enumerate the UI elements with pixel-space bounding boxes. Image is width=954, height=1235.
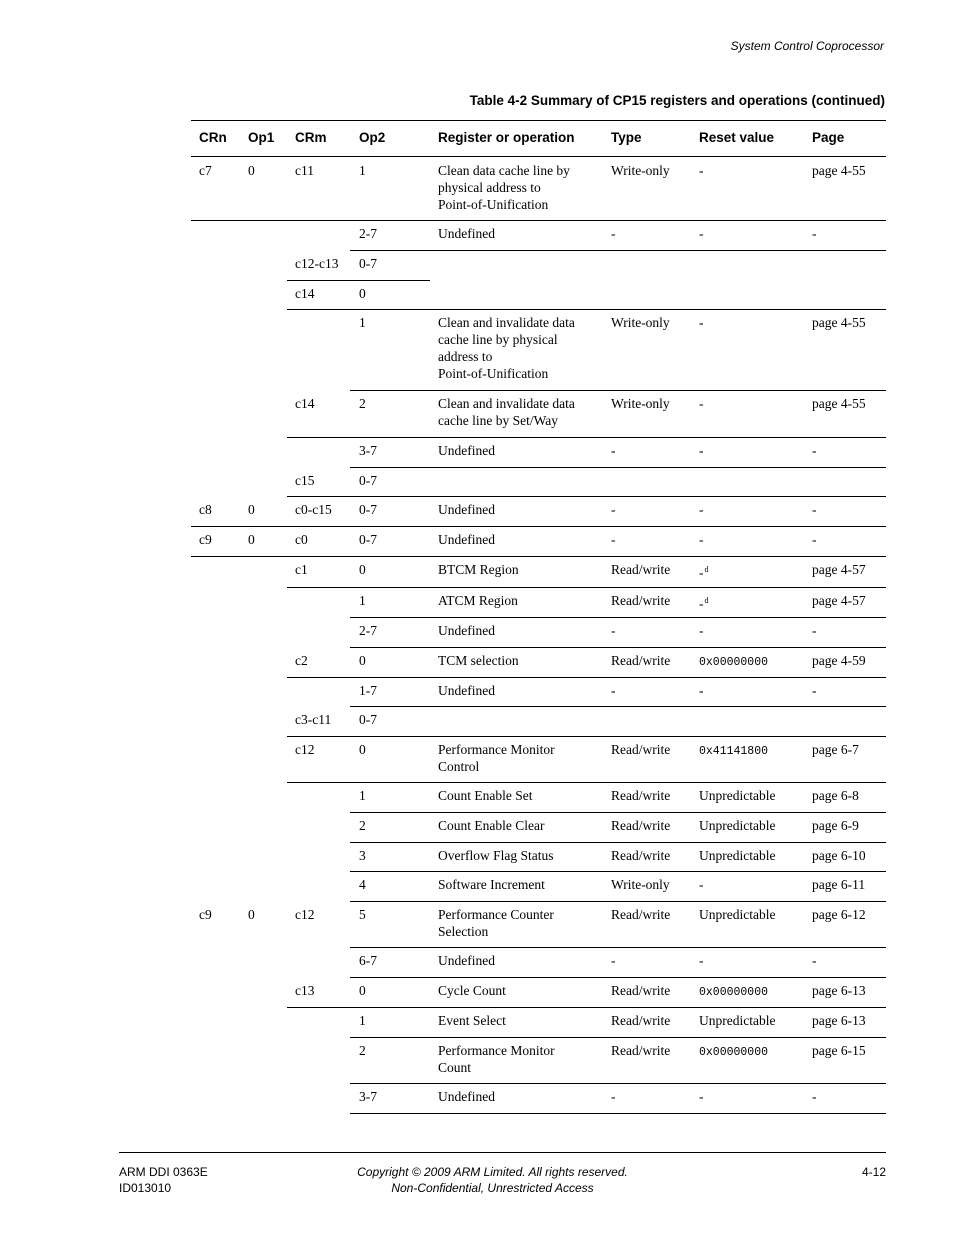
cell-register — [438, 592, 518, 609]
cell-crm: c3-c11 — [295, 712, 332, 727]
cell-reset — [699, 652, 768, 671]
cell-page: page 4-55 — [812, 396, 866, 411]
register-line: Software Increment — [438, 877, 545, 892]
copyright-notice: Copyright © 2009 ARM Limited. All rights reserved. — [357, 1165, 628, 1179]
register-line: BTCM Region — [438, 562, 519, 577]
column-header: Register or operation — [438, 130, 575, 145]
register-line: Undefined — [438, 953, 495, 968]
row-rule — [350, 901, 886, 902]
register-line: ATCM Region — [438, 593, 518, 608]
cell-type: - — [611, 443, 616, 458]
cell-reset — [699, 741, 768, 760]
cell-reset — [699, 876, 704, 893]
cell-type: Read/write — [611, 653, 671, 668]
cell-op2: 4 — [359, 877, 366, 892]
cell-reset — [699, 531, 704, 548]
column-header: Op2 — [359, 130, 386, 145]
row-rule — [350, 1037, 886, 1038]
cell-type: - — [611, 1089, 616, 1104]
cell-reset — [699, 442, 704, 459]
cell-page: - — [812, 502, 817, 517]
reset-value: - — [699, 163, 704, 178]
column-header: Op1 — [248, 130, 275, 145]
register-line: Clean data cache line by — [438, 163, 570, 178]
cell-page: page 4-55 — [812, 315, 866, 330]
cell-page: - — [812, 532, 817, 547]
row-rule — [350, 947, 886, 948]
cell-register — [438, 1088, 495, 1105]
cell-register — [438, 741, 555, 775]
cell-op2: 0 — [359, 562, 366, 577]
register-line: Undefined — [438, 502, 495, 517]
row-rule — [350, 1113, 886, 1114]
column-header: Page — [812, 130, 845, 145]
cell-op2: 2-7 — [359, 623, 377, 638]
cell-crm: c12-c13 — [295, 256, 339, 271]
cell-page: page 6-10 — [812, 848, 866, 863]
register-line: Undefined — [438, 226, 495, 241]
cell-register — [438, 952, 495, 969]
cell-type: Read/write — [611, 593, 671, 608]
cell-op1: 0 — [248, 502, 255, 517]
reset-value: - — [699, 623, 704, 638]
cell-register — [438, 652, 519, 669]
cell-op2: 2 — [359, 818, 366, 833]
cell-register — [438, 225, 495, 242]
cell-reset — [699, 1042, 768, 1061]
cell-op2: 0-7 — [359, 502, 377, 517]
register-line: Clean and invalidate data — [438, 396, 575, 411]
row-rule — [350, 977, 886, 978]
reset-value: - — [699, 953, 704, 968]
cell-op1: 0 — [248, 532, 255, 547]
cell-register — [438, 1042, 555, 1076]
cell-page: - — [812, 953, 817, 968]
cell-op1: 0 — [248, 907, 255, 922]
row-rule — [191, 526, 886, 527]
row-rule — [350, 467, 886, 468]
reset-value: - — [699, 565, 704, 580]
reset-value: Unpredictable — [699, 848, 776, 863]
cell-crm: c0 — [295, 532, 308, 547]
reset-value: - — [699, 532, 704, 547]
reset-value: Unpredictable — [699, 907, 776, 922]
cell-register — [438, 162, 570, 213]
register-line: Undefined — [438, 532, 495, 547]
register-line: TCM selection — [438, 653, 519, 668]
reset-value: - — [699, 502, 704, 517]
page-number: 4-12 — [861, 1165, 886, 1179]
cell-type: Read/write — [611, 983, 671, 998]
cell-reset — [699, 622, 704, 639]
cell-op2: 5 — [359, 907, 366, 922]
cell-register — [438, 395, 575, 429]
cell-register — [438, 847, 554, 864]
register-line: Performance Monitor — [438, 1043, 555, 1058]
column-header: CRn — [199, 130, 227, 145]
table-header-rule — [191, 156, 886, 157]
cell-crm: c2 — [295, 653, 308, 668]
cell-crm: c11 — [295, 163, 314, 178]
cell-reset — [699, 817, 775, 834]
cell-op2: 2-7 — [359, 226, 377, 241]
cell-op2: 3 — [359, 848, 366, 863]
cell-reset — [699, 982, 768, 1001]
row-rule — [350, 871, 886, 872]
cell-reset — [699, 682, 704, 699]
register-line: Cycle Count — [438, 983, 506, 998]
row-rule — [287, 677, 886, 678]
cell-type: - — [611, 623, 616, 638]
reset-value: Unpredictable — [699, 818, 776, 833]
cell-crn: c8 — [199, 502, 212, 517]
register-line: Selection — [438, 924, 489, 939]
cell-register — [438, 314, 575, 382]
reset-value: - — [699, 683, 704, 698]
reset-value: - — [699, 315, 704, 330]
cell-register — [438, 561, 519, 578]
cell-op2: 3-7 — [359, 443, 377, 458]
cell-type: - — [611, 683, 616, 698]
cell-type: - — [611, 953, 616, 968]
footnote-marker: d — [704, 596, 709, 605]
cell-crn: c9 — [199, 907, 212, 922]
cell-page: page 4-57 — [812, 562, 866, 577]
register-line: cache line by Set/Way — [438, 413, 558, 428]
row-rule — [191, 220, 886, 221]
cell-register — [438, 817, 544, 834]
cell-type: Write-only — [611, 877, 670, 892]
reset-value: - — [699, 596, 704, 611]
cell-type: - — [611, 226, 616, 241]
cell-op1: 0 — [248, 163, 255, 178]
row-rule — [287, 437, 886, 438]
cell-page: page 6-7 — [812, 742, 859, 757]
row-rule — [287, 736, 886, 737]
row-rule — [350, 250, 886, 251]
cell-register — [438, 622, 495, 639]
cell-crm: c14 — [295, 396, 315, 411]
cell-register — [438, 876, 545, 893]
row-rule — [350, 706, 886, 707]
cell-reset — [699, 592, 709, 612]
register-line: Undefined — [438, 623, 495, 638]
cell-type: Read/write — [611, 818, 671, 833]
cell-op2: 6-7 — [359, 953, 377, 968]
column-header: CRm — [295, 130, 327, 145]
cell-op2: 1 — [359, 1013, 366, 1028]
cell-type: Write-only — [611, 315, 670, 330]
cell-op2: 1-7 — [359, 683, 377, 698]
cell-type: Read/write — [611, 1013, 671, 1028]
cell-op2: 3-7 — [359, 1089, 377, 1104]
row-rule — [350, 1083, 886, 1084]
cell-page: - — [812, 1089, 817, 1104]
table-top-rule — [191, 120, 886, 121]
row-rule — [287, 1007, 886, 1008]
cell-op2: 0-7 — [359, 473, 377, 488]
cell-crm: c13 — [295, 983, 315, 998]
cell-crm: c15 — [295, 473, 315, 488]
register-line: Event Select — [438, 1013, 506, 1028]
row-rule — [350, 647, 886, 648]
cell-type: Read/write — [611, 562, 671, 577]
cell-type: Read/write — [611, 788, 671, 803]
cell-page: page 6-12 — [812, 907, 866, 922]
cell-reset — [699, 561, 709, 581]
reset-value: - — [699, 226, 704, 241]
cell-crm: c12 — [295, 907, 315, 922]
reset-value: - — [699, 1089, 704, 1104]
cell-page: page 6-13 — [812, 983, 866, 998]
reset-value: - — [699, 443, 704, 458]
cell-type: Read/write — [611, 742, 671, 757]
cell-reset — [699, 1088, 704, 1105]
cell-page: page 6-13 — [812, 1013, 866, 1028]
cell-type: Write-only — [611, 396, 670, 411]
reset-value: 0x00000000 — [699, 986, 769, 999]
cell-op2: 1 — [359, 788, 366, 803]
cell-type: Read/write — [611, 1043, 671, 1058]
row-rule — [350, 617, 886, 618]
cell-reset — [699, 952, 704, 969]
cell-op2: 0-7 — [359, 256, 377, 271]
cell-type: Write-only — [611, 163, 670, 178]
register-line: Undefined — [438, 443, 495, 458]
cell-reset — [699, 787, 775, 804]
doc-id: ARM DDI 0363E — [119, 1165, 208, 1179]
footer-doc-id — [119, 1164, 208, 1196]
reset-value: Unpredictable — [699, 1013, 776, 1028]
cell-op2: 0-7 — [359, 532, 377, 547]
cell-reset — [699, 847, 775, 864]
register-line: Undefined — [438, 1089, 495, 1104]
column-header: Type — [611, 130, 642, 145]
cell-page: - — [812, 623, 817, 638]
register-line: Count Enable Clear — [438, 818, 545, 833]
cell-crm: c12 — [295, 742, 315, 757]
register-line: physical address to — [438, 180, 541, 195]
cell-register — [438, 1012, 506, 1029]
cell-op2: 0 — [359, 653, 366, 668]
register-line: Undefined — [438, 683, 495, 698]
row-rule — [350, 842, 886, 843]
cell-page: - — [812, 226, 817, 241]
cell-crn: c7 — [199, 163, 212, 178]
cell-register — [438, 682, 495, 699]
cell-type: Read/write — [611, 907, 671, 922]
cell-page: page 6-11 — [812, 877, 866, 892]
column-header: Reset value — [699, 130, 775, 145]
cell-page: - — [812, 443, 817, 458]
register-line: Point-of-Unification — [438, 366, 549, 381]
register-line: Control — [438, 759, 480, 774]
register-line: Count Enable Set — [438, 788, 533, 803]
cell-op2: 0-7 — [359, 712, 377, 727]
footer-rule — [119, 1152, 886, 1153]
footnote-marker: d — [704, 565, 709, 574]
register-line: Performance Monitor — [438, 742, 555, 757]
cell-register — [438, 787, 533, 804]
register-line: cache line by physical — [438, 332, 558, 347]
register-line: Count — [438, 1060, 472, 1075]
row-rule — [287, 280, 430, 281]
cell-type: - — [611, 532, 616, 547]
row-rule — [287, 782, 886, 783]
cell-op2: 0 — [359, 742, 366, 757]
running-header: System Control Coprocessor — [730, 39, 884, 53]
cell-reset — [699, 1012, 775, 1029]
cell-register — [438, 442, 495, 459]
cell-reset — [699, 314, 704, 331]
cell-op2: 1 — [359, 315, 366, 330]
row-rule — [350, 812, 886, 813]
cell-op2: 0 — [359, 983, 366, 998]
register-line: Clean and invalidate data — [438, 315, 575, 330]
row-rule — [287, 309, 886, 310]
access-notice: Non-Confidential, Unrestricted Access — [391, 1181, 594, 1195]
register-line: Performance Counter — [438, 907, 554, 922]
reset-value: Unpredictable — [699, 788, 776, 803]
cell-page: page 4-57 — [812, 593, 866, 608]
cell-register — [438, 531, 495, 548]
row-rule — [287, 496, 886, 497]
cell-reset — [699, 395, 704, 412]
cell-register — [438, 501, 495, 518]
cell-reset — [699, 225, 704, 242]
cell-op2: 2 — [359, 1043, 366, 1058]
cell-crm: c1 — [295, 562, 308, 577]
table-caption: Table 4-2 Summary of CP15 registers and operations (continued) — [469, 93, 885, 108]
cell-page: page 4-55 — [812, 163, 866, 178]
cell-page: page 6-9 — [812, 818, 859, 833]
cell-crn: c9 — [199, 532, 212, 547]
register-line: address to — [438, 349, 493, 364]
cell-op2: 0 — [359, 286, 366, 301]
reset-value: 0x00000000 — [699, 1046, 769, 1059]
cell-type: - — [611, 502, 616, 517]
issue-id: ID013010 — [119, 1181, 172, 1195]
cell-register — [438, 906, 554, 940]
cell-page: page 6-15 — [812, 1043, 866, 1058]
cell-op2: 2 — [359, 396, 366, 411]
reset-value: 0x41141800 — [699, 745, 769, 758]
register-line: Point-of-Unification — [438, 197, 549, 212]
cell-crm: c14 — [295, 286, 315, 301]
footer-center — [300, 1164, 685, 1196]
cell-reset — [699, 906, 775, 923]
cell-page: page 4-59 — [812, 653, 866, 668]
row-rule — [287, 587, 886, 588]
cell-register — [438, 982, 506, 999]
reset-value: 0x00000000 — [699, 656, 769, 669]
cell-page: page 6-8 — [812, 788, 859, 803]
register-line: Overflow Flag Status — [438, 848, 554, 863]
row-rule — [350, 390, 886, 391]
cell-op2: 1 — [359, 163, 366, 178]
cell-type: Read/write — [611, 848, 671, 863]
cell-reset — [699, 501, 704, 518]
cell-reset — [699, 162, 704, 179]
cell-op2: 1 — [359, 593, 366, 608]
row-rule — [191, 556, 886, 557]
reset-value: - — [699, 877, 704, 892]
cell-crm: c0-c15 — [295, 502, 332, 517]
cell-page: - — [812, 683, 817, 698]
reset-value: - — [699, 396, 704, 411]
